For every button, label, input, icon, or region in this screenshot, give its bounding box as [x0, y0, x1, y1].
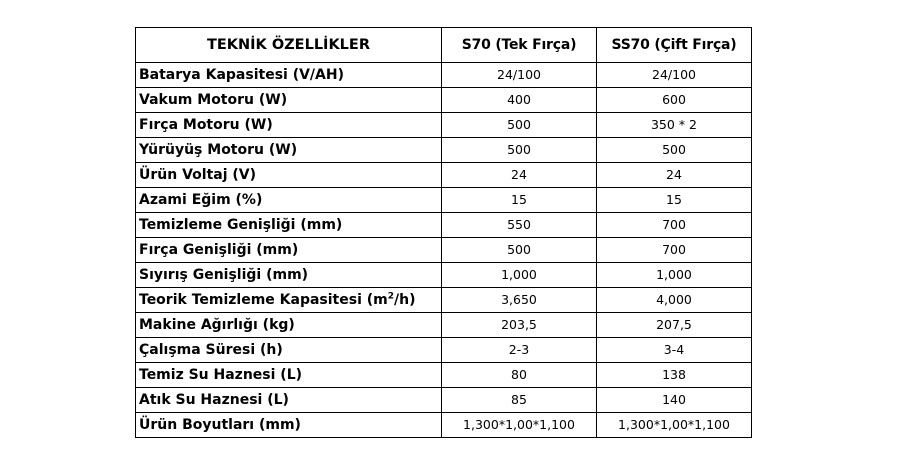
spec-value-ss70: 350 * 2: [597, 113, 752, 138]
table-row: [136, 413, 752, 438]
spec-value-ss70: 140: [597, 388, 752, 413]
spec-value-ss70: 500: [597, 138, 752, 163]
spec-value-ss70: 1,000: [597, 263, 752, 288]
spec-value-ss70: 1,300*1,00*1,100: [597, 413, 752, 438]
spec-value-ss70: 24: [597, 163, 752, 188]
table-row: [136, 338, 752, 363]
spec-table-body: [136, 63, 752, 438]
spec-name: Fırça Genişliği (mm): [136, 238, 442, 263]
spec-value-ss70: 4,000: [597, 288, 752, 313]
spec-name-prefix: Teorik Temizleme Kapasitesi (m: [139, 292, 388, 308]
spec-value-s70: 2-3: [442, 338, 597, 363]
table-row: [136, 263, 752, 288]
table-row: [136, 163, 752, 188]
spec-value-ss70: 207,5: [597, 313, 752, 338]
spec-value-s70: 15: [442, 188, 597, 213]
spec-name: Atık Su Haznesi (L): [136, 388, 442, 413]
table-row: [136, 88, 752, 113]
table-row: [136, 63, 752, 88]
spec-name: Sıyırış Genişliği (mm): [136, 263, 442, 288]
table-row: [136, 113, 752, 138]
spec-value-s70: 500: [442, 113, 597, 138]
spec-table: [135, 27, 752, 438]
spec-name-superscript: 2: [387, 291, 395, 302]
spec-value-s70: 80: [442, 363, 597, 388]
header-ss70: SS70 (Çift Fırça): [597, 28, 752, 63]
spec-name: Yürüyüş Motoru (W): [136, 138, 442, 163]
spec-value-s70: 1,300*1,00*1,100: [442, 413, 597, 438]
table-row: [136, 363, 752, 388]
spec-value-ss70: 600: [597, 88, 752, 113]
spec-value-ss70: 3-4: [597, 338, 752, 363]
header-specs: TEKNİK ÖZELLİKLER: [136, 28, 442, 63]
spec-name: Temiz Su Haznesi (L): [136, 363, 442, 388]
table-row: [136, 388, 752, 413]
spec-value-s70: 24: [442, 163, 597, 188]
spec-value-s70: 400: [442, 88, 597, 113]
table-row: [136, 238, 752, 263]
table-row: [136, 188, 752, 213]
table-row: [136, 213, 752, 238]
spec-value-s70: 24/100: [442, 63, 597, 88]
spec-value-s70: 500: [442, 238, 597, 263]
spec-name: Temizleme Genişliği (mm): [136, 213, 442, 238]
spec-value-ss70: 24/100: [597, 63, 752, 88]
spec-value-ss70: 138: [597, 363, 752, 388]
spec-name: Azami Eğim (%): [136, 188, 442, 213]
header-row: [136, 28, 752, 63]
spec-name: Makine Ağırlığı (kg): [136, 313, 442, 338]
spec-value-ss70: 700: [597, 238, 752, 263]
table-row: [136, 313, 752, 338]
spec-value-ss70: 15: [597, 188, 752, 213]
spec-table-header: [136, 28, 752, 63]
spec-value-s70: 1,000: [442, 263, 597, 288]
spec-name: Fırça Motoru (W): [136, 113, 442, 138]
spec-name-suffix: /h): [394, 292, 416, 308]
spec-name: [136, 288, 442, 313]
spec-value-ss70: 700: [597, 213, 752, 238]
spec-name: Ürün Boyutları (mm): [136, 413, 442, 438]
table-row: [136, 288, 752, 313]
spec-name: Çalışma Süresi (h): [136, 338, 442, 363]
spec-name: Vakum Motoru (W): [136, 88, 442, 113]
spec-value-s70: 203,5: [442, 313, 597, 338]
spec-value-s70: 85: [442, 388, 597, 413]
spec-value-s70: 500: [442, 138, 597, 163]
spec-value-s70: 3,650: [442, 288, 597, 313]
spec-value-s70: 550: [442, 213, 597, 238]
header-s70: S70 (Tek Fırça): [442, 28, 597, 63]
table-row: [136, 138, 752, 163]
spec-name: Ürün Voltaj (V): [136, 163, 442, 188]
spec-name: Batarya Kapasitesi (V/AH): [136, 63, 442, 88]
